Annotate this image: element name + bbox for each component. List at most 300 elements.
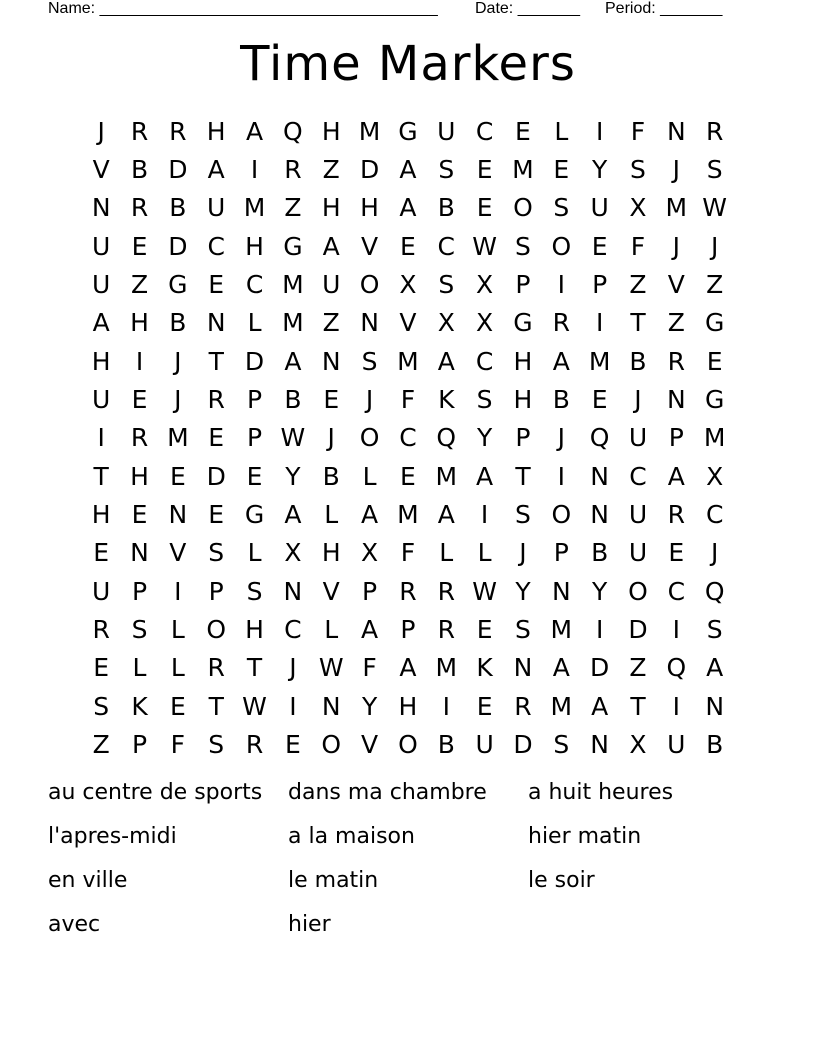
- grid-row: [82, 649, 734, 687]
- grid-letter: I: [289, 691, 297, 721]
- grid-letter: A: [92, 308, 110, 338]
- grid-letter: I: [442, 691, 450, 721]
- grid-letter: M: [550, 615, 573, 645]
- grid-letter: E: [476, 193, 493, 223]
- grid-row: [82, 227, 734, 265]
- grid-letter: K: [131, 691, 148, 721]
- grid-letter: U: [628, 500, 648, 530]
- grid-letter: P: [208, 576, 224, 606]
- grid-letter: A: [667, 461, 685, 491]
- grid-letter: R: [130, 116, 149, 146]
- grid-letter: E: [515, 116, 531, 146]
- grid-letter: S: [246, 576, 263, 606]
- grid-letter: C: [207, 231, 225, 261]
- grid-letter: H: [398, 691, 418, 721]
- grid-letter: R: [207, 385, 225, 415]
- grid-letter: X: [706, 461, 724, 491]
- grid-letter: J: [519, 538, 527, 568]
- grid-letter: J: [557, 423, 565, 453]
- grid-letter: I: [135, 346, 144, 376]
- grid-letter: P: [515, 270, 531, 300]
- grid-letter: U: [628, 538, 648, 568]
- grid-letter: C: [475, 116, 494, 146]
- grid-letter: Z: [92, 730, 110, 760]
- grid-letter: I: [557, 270, 565, 300]
- grid-letter: W: [472, 576, 497, 606]
- grid-letter: I: [250, 155, 259, 185]
- grid-letter: Z: [629, 270, 647, 300]
- grid-letter: W: [702, 193, 728, 223]
- grid-letter: C: [667, 576, 686, 606]
- grid-letter: X: [476, 270, 494, 300]
- word-list: [48, 778, 768, 954]
- grid-letter: A: [284, 500, 302, 530]
- grid-letter: U: [92, 385, 111, 415]
- grid-letter: S: [438, 155, 455, 185]
- grid-letter: M: [282, 308, 304, 338]
- grid-letter: M: [550, 691, 573, 721]
- grid-letter: N: [666, 116, 686, 146]
- grid-letter: E: [476, 155, 493, 185]
- grid-letter: J: [710, 231, 719, 261]
- grid-letter: J: [634, 385, 642, 415]
- grid-letter: H: [91, 346, 111, 376]
- grid-letter: A: [437, 500, 455, 530]
- grid-letter: S: [630, 155, 646, 185]
- grid-letter: Z: [667, 308, 685, 338]
- grid-letter: M: [435, 653, 458, 683]
- grid-letter: S: [438, 270, 455, 300]
- grid-letter: P: [247, 385, 263, 415]
- grid-letter: L: [439, 538, 454, 568]
- grid-letter: R: [92, 615, 110, 645]
- grid-row: [82, 610, 734, 648]
- grid-letter: B: [437, 730, 455, 760]
- grid-letter: I: [557, 461, 565, 491]
- grid-letter: J: [174, 346, 182, 376]
- grid-letter: A: [437, 346, 455, 376]
- grid-letter: H: [130, 461, 149, 491]
- grid-letter: O: [551, 500, 572, 530]
- grid-letter: E: [246, 461, 263, 491]
- grid-letter: V: [399, 308, 417, 338]
- grid-letter: Q: [436, 423, 457, 453]
- grid-letter: C: [437, 231, 455, 261]
- grid-letter: N: [705, 691, 725, 721]
- grid-letter: S: [706, 615, 723, 645]
- grid-letter: H: [206, 116, 226, 146]
- period-field-label: Period: _______: [605, 0, 723, 17]
- grid-letter: H: [513, 385, 533, 415]
- grid-letter: M: [282, 270, 304, 300]
- grid-letter: P: [515, 423, 531, 453]
- grid-letter: V: [361, 730, 379, 760]
- grid-letter: O: [551, 231, 572, 261]
- grid-letter: G: [704, 308, 725, 338]
- grid-letter: I: [595, 615, 604, 645]
- grid-letter: N: [590, 500, 609, 530]
- grid-letter: R: [705, 116, 724, 146]
- grid-letter: T: [208, 346, 224, 376]
- grid-row: [82, 534, 734, 572]
- grid-letter: V: [322, 576, 340, 606]
- grid-letter: O: [359, 423, 380, 453]
- grid-letter: N: [168, 500, 188, 530]
- grid-letter: R: [437, 576, 455, 606]
- grid-letter: U: [92, 576, 111, 606]
- grid-letter: N: [130, 538, 149, 568]
- grid-letter: Y: [285, 461, 301, 491]
- grid-letter: S: [361, 346, 378, 376]
- grid-letter: D: [359, 155, 380, 185]
- grid-letter: Q: [704, 576, 725, 606]
- grid-letter: E: [591, 231, 608, 261]
- grid-letter: T: [93, 461, 109, 491]
- grid-letter: P: [592, 270, 608, 300]
- grid-letter: A: [361, 615, 379, 645]
- grid-letter: I: [480, 500, 489, 530]
- grid-letter: V: [361, 231, 379, 261]
- grid-letter: D: [168, 231, 188, 261]
- grid-letter: S: [515, 231, 531, 261]
- grid-letter: L: [324, 500, 339, 530]
- grid-letter: J: [672, 231, 681, 261]
- grid-letter: Q: [283, 116, 303, 146]
- grid-letter: Y: [361, 691, 378, 721]
- grid-letter: E: [553, 155, 570, 185]
- grid-letter: G: [704, 385, 725, 415]
- grid-letter: L: [477, 538, 492, 568]
- grid-letter: S: [208, 538, 225, 568]
- grid-letter: L: [247, 538, 262, 568]
- grid-letter: C: [399, 423, 417, 453]
- grid-letter: L: [170, 615, 185, 645]
- grid-letter: X: [629, 730, 647, 760]
- grid-letter: S: [476, 385, 493, 415]
- grid-letter: N: [666, 385, 686, 415]
- grid-letter: U: [590, 193, 609, 223]
- grid-letter: U: [628, 423, 648, 453]
- grid-letter: N: [283, 576, 303, 606]
- grid-letter: E: [323, 385, 340, 415]
- grid-letter: P: [131, 730, 148, 760]
- grid-letter: B: [591, 538, 609, 568]
- grid-letter: A: [399, 155, 417, 185]
- grid-letter: A: [706, 653, 724, 683]
- grid-letter: S: [93, 691, 110, 721]
- grid-letter: F: [170, 730, 186, 760]
- grid-letter: L: [362, 461, 377, 491]
- grid-letter: U: [207, 193, 226, 223]
- grid-letter: W: [242, 691, 267, 721]
- grid-letter: G: [283, 231, 303, 261]
- grid-letter: M: [703, 423, 726, 453]
- grid-letter: R: [130, 423, 149, 453]
- grid-letter: J: [672, 155, 681, 185]
- grid-letter: J: [289, 653, 297, 683]
- grid-letter: P: [400, 615, 416, 645]
- word-list-item: au centre de sports: [48, 780, 263, 805]
- grid-letter: R: [514, 691, 532, 721]
- grid-letter: B: [322, 461, 340, 491]
- grid-letter: N: [590, 730, 609, 760]
- grid-letter: M: [512, 155, 534, 185]
- grid-letter: U: [92, 270, 111, 300]
- grid-letter: O: [628, 576, 648, 606]
- word-list-item: avec: [48, 912, 101, 937]
- grid-letter: F: [400, 538, 416, 568]
- grid-letter: P: [362, 576, 378, 606]
- grid-letter: R: [399, 576, 417, 606]
- grid-letter: Y: [592, 155, 608, 185]
- grid-letter: B: [130, 155, 149, 185]
- grid-letter: L: [324, 615, 339, 645]
- grid-letter: R: [245, 730, 264, 760]
- grid-letter: A: [361, 500, 379, 530]
- grid-letter: B: [629, 346, 647, 376]
- grid-letter: L: [132, 653, 147, 683]
- grid-letter: T: [246, 653, 263, 683]
- grid-letter: U: [437, 116, 456, 146]
- grid-letter: S: [131, 615, 148, 645]
- grid-letter: A: [552, 653, 570, 683]
- word-list-item: le soir: [528, 868, 595, 893]
- grid-letter: P: [131, 576, 148, 606]
- grid-letter: H: [245, 615, 264, 645]
- grid-letter: A: [207, 155, 225, 185]
- grid-letter: R: [552, 308, 570, 338]
- grid-letter: E: [131, 231, 148, 261]
- grid-letter: C: [245, 270, 264, 300]
- grid-letter: M: [167, 423, 189, 453]
- grid-letter: X: [399, 270, 417, 300]
- grid-letter: E: [169, 461, 186, 491]
- grid-letter: L: [247, 308, 262, 338]
- grid-letter: N: [321, 346, 341, 376]
- grid-letter: B: [437, 193, 455, 223]
- grid-letter: F: [400, 385, 416, 415]
- grid-letter: B: [169, 193, 187, 223]
- grid-letter: H: [130, 308, 149, 338]
- grid-letter: I: [595, 116, 604, 146]
- grid-letter: H: [321, 193, 341, 223]
- grid-letter: R: [130, 193, 149, 223]
- grid-letter: J: [174, 385, 182, 415]
- grid-letter: E: [706, 346, 723, 376]
- grid-letter: E: [400, 461, 416, 491]
- grid-letter: B: [552, 385, 570, 415]
- grid-letter: A: [552, 346, 570, 376]
- page-title: Time Markers: [240, 36, 576, 92]
- grid-letter: Q: [666, 653, 687, 683]
- grid-letter: E: [591, 385, 608, 415]
- grid-letter: E: [400, 231, 416, 261]
- grid-letter: G: [168, 270, 188, 300]
- grid-letter: Y: [476, 423, 493, 453]
- grid-letter: D: [513, 730, 533, 760]
- grid-letter: T: [515, 461, 531, 491]
- word-list-item: l'apres-midi: [48, 824, 177, 849]
- grid-letter: U: [667, 730, 686, 760]
- grid-letter: N: [590, 461, 609, 491]
- date-field-label: Date: _______: [475, 0, 580, 17]
- grid-letter: I: [672, 691, 681, 721]
- grid-letter: H: [245, 231, 264, 261]
- grid-row: [82, 304, 734, 342]
- grid-letter: N: [206, 308, 226, 338]
- grid-letter: X: [284, 538, 302, 568]
- grid-letter: P: [247, 423, 263, 453]
- grid-letter: F: [630, 231, 646, 261]
- grid-letter: E: [169, 691, 186, 721]
- grid-letter: E: [476, 691, 493, 721]
- grid-letter: Z: [629, 653, 647, 683]
- grid-letter: D: [590, 653, 610, 683]
- grid-row: [82, 150, 734, 188]
- word-list-item: le matin: [288, 868, 379, 893]
- grid-letter: C: [629, 461, 647, 491]
- grid-letter: R: [169, 116, 187, 146]
- grid-letter: A: [591, 691, 609, 721]
- grid-letter: O: [206, 615, 227, 645]
- grid-letter: E: [668, 538, 685, 568]
- grid-letter: J: [365, 385, 374, 415]
- grid-letter: E: [131, 500, 148, 530]
- grid-letter: N: [551, 576, 571, 606]
- grid-letter: F: [630, 116, 646, 146]
- grid-letter: I: [595, 308, 604, 338]
- grid-row: [82, 189, 734, 227]
- grid-letter: S: [515, 500, 531, 530]
- grid-letter: S: [553, 193, 570, 223]
- grid-letter: A: [399, 193, 417, 223]
- grid-letter: K: [438, 385, 455, 415]
- grid-letter: Z: [706, 270, 724, 300]
- grid-letter: G: [513, 308, 533, 338]
- grid-letter: S: [706, 155, 723, 185]
- grid-letter: P: [553, 538, 569, 568]
- grid-letter: E: [93, 538, 110, 568]
- grid-row: [82, 726, 734, 764]
- grid-letter: D: [206, 461, 226, 491]
- grid-letter: E: [208, 270, 225, 300]
- grid-letter: O: [321, 730, 342, 760]
- grid-row: [82, 572, 734, 610]
- word-list-item: en ville: [48, 868, 128, 893]
- grid-letter: E: [476, 615, 493, 645]
- grid-letter: D: [628, 615, 648, 645]
- grid-row: [82, 265, 734, 303]
- grid-row: [82, 457, 734, 495]
- grid-letter: E: [93, 653, 110, 683]
- grid-letter: M: [243, 193, 266, 223]
- grid-letter: R: [437, 615, 455, 645]
- grid-letter: E: [208, 500, 225, 530]
- grid-letter: O: [398, 730, 418, 760]
- grid-letter: B: [169, 308, 187, 338]
- grid-letter: V: [169, 538, 187, 568]
- grid-letter: Y: [592, 576, 608, 606]
- grid-letter: X: [629, 193, 647, 223]
- word-list-item: hier matin: [528, 824, 642, 849]
- grid-letter: X: [437, 308, 455, 338]
- grid-row: [82, 112, 734, 150]
- word-list-item: a la maison: [288, 824, 415, 849]
- grid-letter: S: [553, 730, 570, 760]
- grid-row: [82, 687, 734, 725]
- grid-letter: N: [513, 653, 533, 683]
- grid-letter: A: [245, 116, 264, 146]
- grid-letter: T: [208, 691, 224, 721]
- grid-letter: E: [131, 385, 148, 415]
- grid-letter: Z: [130, 270, 149, 300]
- grid-letter: A: [322, 231, 340, 261]
- grid-letter: M: [397, 346, 419, 376]
- grid-letter: W: [280, 423, 306, 453]
- grid-letter: Z: [322, 155, 340, 185]
- grid-row: [82, 342, 734, 380]
- grid-letter: Z: [322, 308, 340, 338]
- grid-letter: K: [476, 653, 493, 683]
- grid-letter: T: [630, 308, 646, 338]
- grid-letter: I: [97, 423, 105, 453]
- grid-letter: W: [472, 231, 497, 261]
- grid-letter: A: [399, 653, 417, 683]
- grid-letter: U: [475, 730, 494, 760]
- grid-letter: H: [513, 346, 533, 376]
- grid-letter: R: [667, 500, 686, 530]
- grid-letter: E: [284, 730, 301, 760]
- grid-letter: U: [322, 270, 341, 300]
- grid-letter: I: [174, 576, 182, 606]
- grid-letter: I: [672, 615, 681, 645]
- grid-letter: V: [667, 270, 685, 300]
- grid-letter: M: [665, 193, 688, 223]
- grid-letter: T: [630, 691, 646, 721]
- grid-letter: C: [705, 500, 724, 530]
- letter-grid: [82, 112, 734, 764]
- grid-letter: R: [284, 155, 302, 185]
- grid-letter: L: [554, 116, 569, 146]
- grid-letter: S: [208, 730, 225, 760]
- grid-letter: H: [321, 116, 341, 146]
- grid-letter: E: [208, 423, 225, 453]
- grid-letter: G: [244, 500, 265, 530]
- grid-letter: R: [207, 653, 225, 683]
- grid-letter: N: [91, 193, 111, 223]
- name-field-label: Name: ______________________________________: [48, 0, 438, 17]
- grid-letter: P: [668, 423, 684, 453]
- grid-letter: Z: [284, 193, 302, 223]
- grid-letter: C: [284, 615, 302, 645]
- grid-letter: X: [476, 308, 494, 338]
- grid-letter: V: [92, 155, 110, 185]
- grid-letter: O: [359, 270, 380, 300]
- grid-letter: A: [284, 346, 302, 376]
- word-list-item: a huit heures: [528, 780, 674, 805]
- grid-row: [82, 380, 734, 418]
- grid-letter: B: [284, 385, 302, 415]
- grid-row: [82, 495, 734, 533]
- header-fields: [48, 0, 768, 18]
- grid-letter: D: [244, 346, 265, 376]
- grid-letter: S: [515, 615, 531, 645]
- grid-letter: A: [476, 461, 494, 491]
- grid-letter: J: [710, 538, 719, 568]
- grid-letter: H: [321, 538, 341, 568]
- grid-letter: R: [667, 346, 686, 376]
- grid-letter: H: [360, 193, 379, 223]
